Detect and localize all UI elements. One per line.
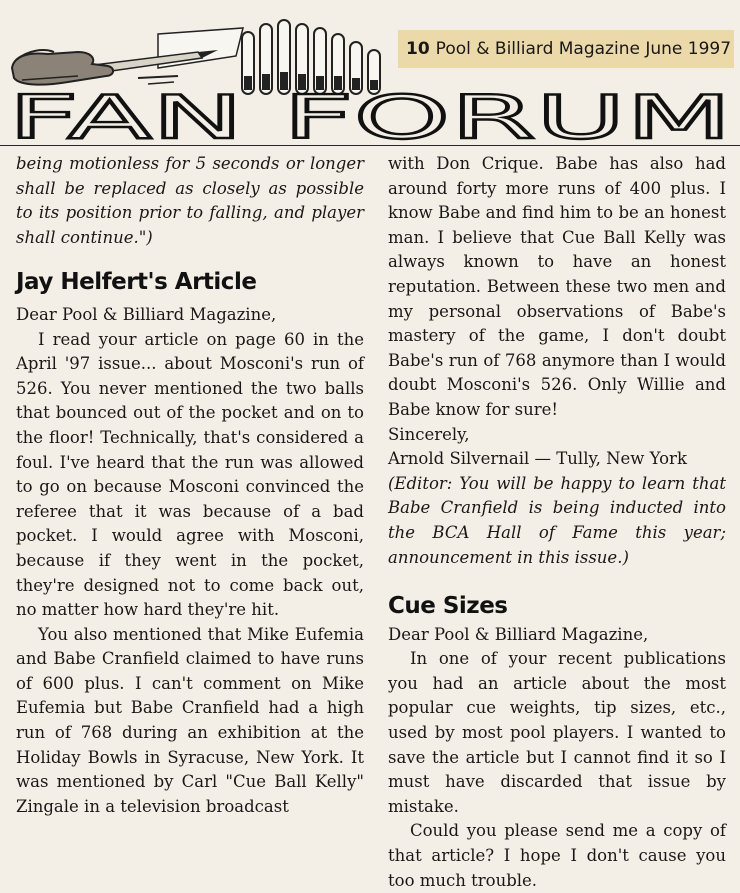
right-column xyxy=(388,152,726,893)
letter-paragraph: In one of your recent publications you had an article about the most popular cue weights, tip sizes, etc., used by most pool players. I wanted to save the article but I cannot find it so I must have discarded that issue by mistake. xyxy=(388,649,726,816)
left-column xyxy=(16,152,364,819)
header-rule xyxy=(0,145,740,146)
letter-paragraph: I read your article on page 60 in the April '97 issue... about Mosconi's run of 526. You never mentioned the two balls that bounced out of the pocket and on to the floor! Technically, that's considered a foul. I've heard that the run was allowed to go on because Mosconi convinced the referee that it was because of a bad pocket. I would agree with Mosconi, because if they went in the pocket, they're designed not to come back out, no matter how hard they're hit. xyxy=(16,329,364,620)
letter-signature: Arnold Silvernail — Tully, New York xyxy=(388,449,687,469)
masthead xyxy=(398,30,734,68)
letter-paragraph: You also mentioned that Mike Eufemia and Babe Cranfield claimed to have runs of 600 plus. I can't comment on Mike Eufemia but Babe Cranfield had a high run of 768 during an exhibition at the Holiday Bowls in Syracuse, New York. It was mentioned by Carl "Cue Ball Kelly" Zingale in a television broadcast xyxy=(16,624,364,816)
letter-salutation: Dear Pool & Billiard Magazine, xyxy=(16,304,277,324)
letter-paragraph: Could you please send me a copy of that article? I hope I don't cause you too much trouble. xyxy=(388,821,726,890)
hand-with-pen-icon xyxy=(12,28,243,85)
previous-letter-ending: being motionless for 5 seconds or longer shall be replaced as closely as possible to its position prior to falling, and player shall continue.") xyxy=(16,154,364,247)
letter-heading: Jay Helfert's Article xyxy=(16,269,257,296)
page-header xyxy=(0,0,740,150)
letter-continuation: with Don Crique. Babe has also had around forty more runs of 400 plus. I know Babe and find him to be an honest man. I believe that Cue Ball Kelly was always known to have an honest reputation. Between these two men and my personal observations of Babe's mastery of the game, I don't doubt Babe's run of 768 anymore than I would doubt Mosconi's 526. Only Willie and Babe know for sure! xyxy=(388,154,726,419)
publication-info: Pool & Billiard Magazine June 1997 xyxy=(435,39,732,59)
pool-cue-rack-icon xyxy=(242,20,380,94)
section-title-text: FAN FORUM xyxy=(8,88,732,142)
letter-signoff: Sincerely, xyxy=(388,424,470,444)
editor-note: (Editor: You will be happy to learn that Babe Cranfield is being inducted into the BCA Hall of Fame this year; announcement in this issue.) xyxy=(388,473,726,567)
section-title xyxy=(4,88,736,142)
page-number: 10 xyxy=(406,39,430,59)
letter-heading: Cue Sizes xyxy=(388,593,508,620)
fan-forum-logo xyxy=(8,16,388,96)
letter-salutation: Dear Pool & Billiard Magazine, xyxy=(388,624,649,644)
